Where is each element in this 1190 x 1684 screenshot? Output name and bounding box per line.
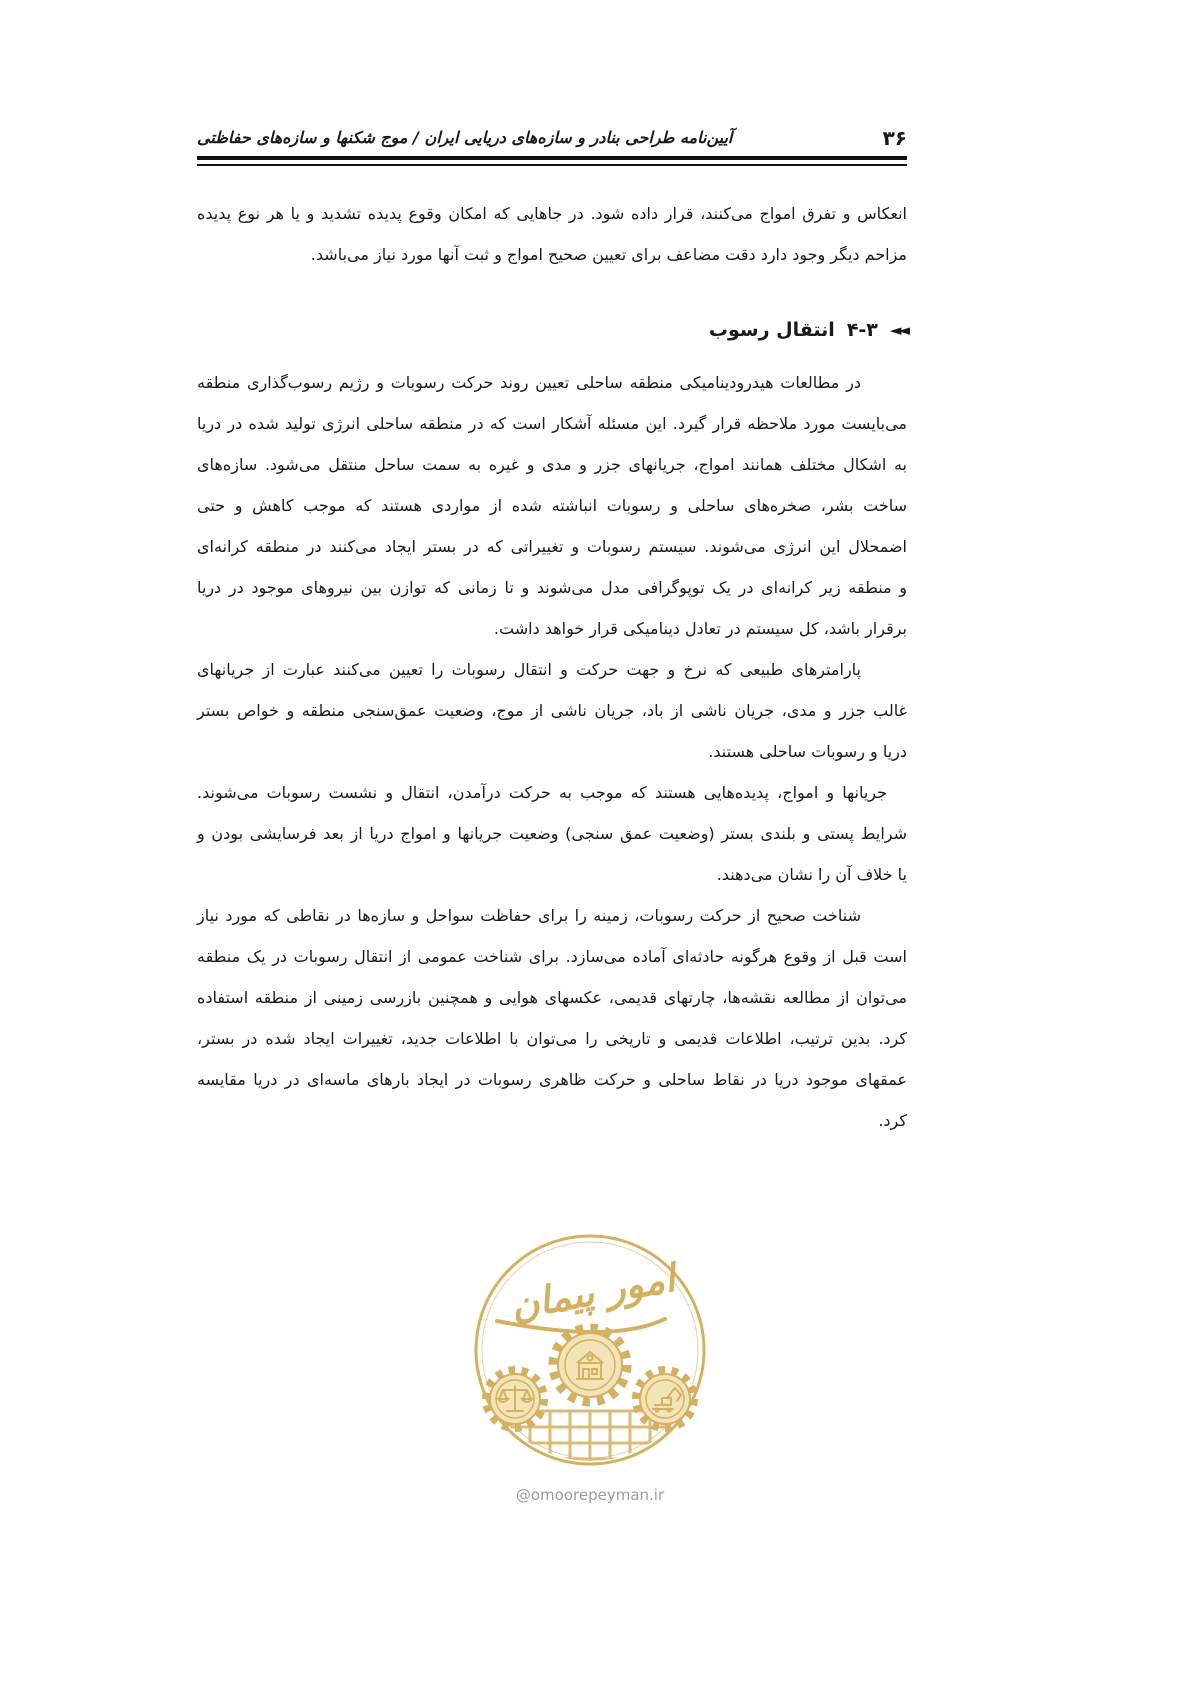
paragraph-line: شرایط پستی و بلندی بستر (وضعیت عمق سنجی) وضعیت جریانها و امواج دریا از بعد فرسایشی بودن و [197,824,907,843]
paragraph-line: یا خلاف آن را نشان می‌دهند. [716,865,907,884]
logo-gear-center-icon [553,1328,627,1402]
paragraph-line: برقرار باشد، کل سیستم در تعادل دینامیکی قرار خواهد داشت. [493,619,907,638]
intro-paragraph [197,193,907,275]
paragraph-line: در مطالعات هیدرودینامیکی منطقه ساحلی تعیین روند حرکت رسوبات و رژیم رسوب‌گذاری منطقه [197,373,861,392]
paragraph-line: است قبل از وقوع هرگونه حادثه‌ای آماده می‌سازد. برای شناخت عمومی از انتقال رسوبات در یک منطقه [197,947,907,966]
paragraph-line: انعکاس و تفرق امواج می‌کنند، قرار داده شود. در جاهایی که امکان وقوع پدیده تشدید و یا هر نوع پدیده [197,204,907,223]
paragraph-line: کرد. [878,1111,907,1130]
paragraph-line: ساخت بشر، صخره‌های ساحلی و رسوبات انباشته شده از مواردی هستند که موجب کاهش و حتی [197,496,907,515]
section-body [197,362,907,1141]
paragraph [197,649,907,772]
section-number: ۴-۳ [846,319,878,341]
header-rule-thin [197,164,907,166]
paragraph-line: شناخت صحیح از حرکت رسوبات، زمینه را برای حفاظت سواحل و سازه‌ها در نقاطی که مورد نیاز [197,906,861,925]
paragraph [197,362,907,649]
running-title: آیین‌نامه طراحی بنادر و سازه‌های دریایی ایران / موج شکنها و سازه‌های حفاظتی [197,128,733,147]
logo-lettering: امور پیمان [507,1255,679,1329]
paragraph-line: پارامترهای طبیعی که نرخ و جهت حرکت و انتقال رسوبات را تعیین می‌کنند عبارت از جریانهای [197,660,861,679]
header-rule-thick [197,156,907,160]
running-header [197,122,907,154]
paragraph-line: جریانها و امواج، پدیده‌هایی هستند که موجب به حرکت درآمدن، انتقال و نشست رسوبات می‌شوند. [197,783,887,802]
paragraph-line: می‌توان از مطالعه نقشه‌ها، چارتهای قدیمی، عکسهای هوایی و همچنین بازرسی زمینی از منطقه استفاده [197,988,907,1007]
paragraph [197,772,907,895]
page-number: ۳۶ [882,126,907,150]
section-title: انتقال رسوب [708,319,835,341]
watermark-logo [455,1213,725,1513]
logo-gear-left-icon [486,1370,544,1428]
paragraph-line: دریا و رسوبات ساحلی هستند. [708,742,907,761]
paragraph-line: مزاحم دیگر وجود دارد دقت مضاعف برای تعیین صحیح امواج و ثبت آنها مورد نیاز می‌باشد. [310,245,907,264]
heading-marker-icon: ◄◄ [889,321,907,339]
watermark-website: @omoorepeyman.ir [515,1486,665,1504]
paragraph-line: غالب جزر و مدی، جریان ناشی از باد، جریان ناشی از موج، وضعیت عمق‌سنجی منطقه و خواص بستر [197,701,907,720]
section-heading [197,310,907,351]
paragraph-line: و منطقه زیر کرانه‌ای در یک توپوگرافی مدل می‌شوند و تا زمانی که توازن بین نیروهای موجود در دریا [197,578,907,597]
paragraph-line: می‌بایست مورد ملاحظه قرار گیرد. این مسئله آشکار است که در منطقه ساحلی انرژی تولید شده در دریا [197,414,907,433]
paragraph-line: اضمحلال این انرژی می‌شوند. سیستم رسوبات و تغییراتی که در بستر ایجاد می‌کنند در منطقه کرانه‌ای [197,537,907,556]
paragraph [197,895,907,1141]
logo-gear-right-icon [636,1370,694,1428]
paragraph-line: به اشکال مختلف همانند امواج، جریانهای جزر و مدی و غیره به سمت ساحل منتقل می‌شود. سازه‌های [197,455,907,474]
paragraph-line: کرد. بدین ترتیب، اطلاعات قدیمی و تاریخی را می‌توان با اطلاعات جدید، تغییرات ایجاد شده در بستر، [197,1029,907,1048]
paragraph-line: عمقهای موجود دریا در نقاط ساحلی و حرکت ظاهری رسوبات در ایجاد بارهای ماسه‌ای در دریا مقایسه [197,1070,907,1089]
